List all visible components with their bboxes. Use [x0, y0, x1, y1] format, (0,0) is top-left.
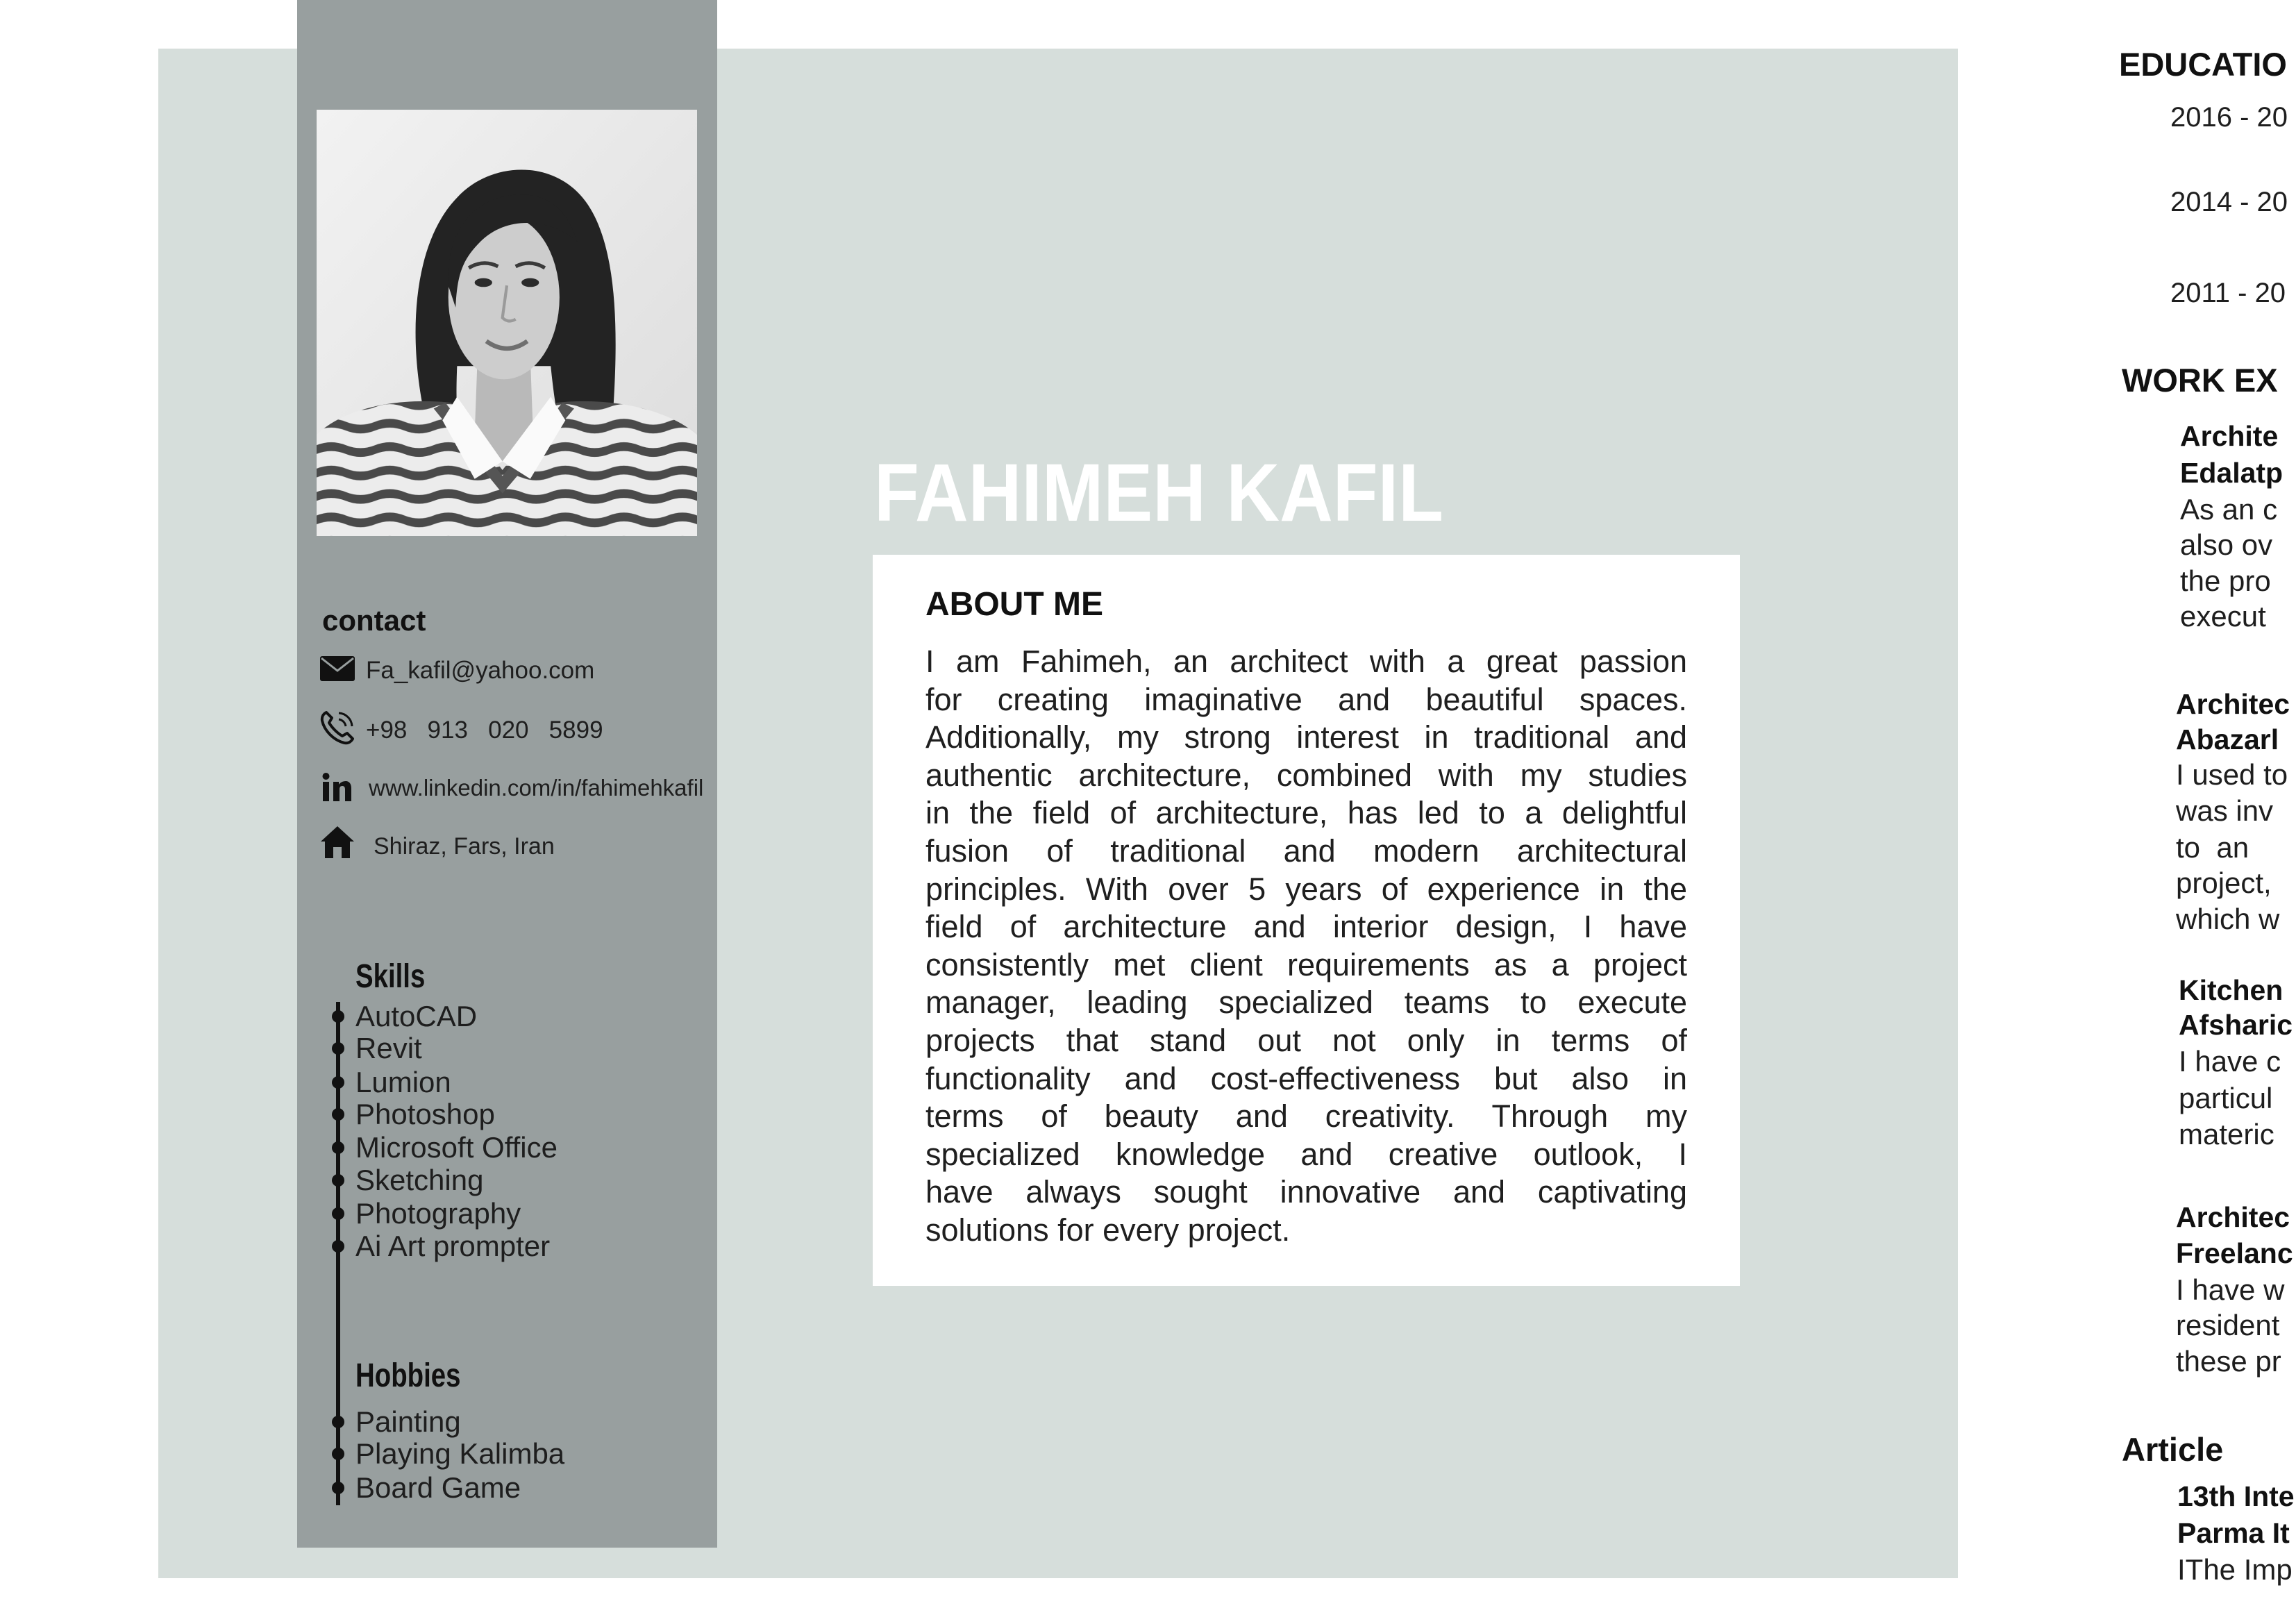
- hobby-item: Playing Kalimba: [355, 1437, 565, 1470]
- work-experience-title: WORK EX: [2122, 362, 2278, 399]
- about-line: have always sought innovative and captivating: [925, 1174, 1687, 1210]
- article-description-line: IThe Imp: [2177, 1553, 2293, 1586]
- job-organization: Edalatp: [2180, 457, 2284, 489]
- job-title: Kitchen: [2179, 974, 2284, 1006]
- job-description-line: I have c: [2179, 1045, 2281, 1078]
- about-card: [873, 555, 1740, 1286]
- hobby-item: Painting: [355, 1405, 461, 1438]
- article-venue: Parma It: [2177, 1517, 2290, 1549]
- about-line: Additionally, my strong interest in traditional and: [925, 719, 1687, 755]
- job-title: Architec: [2176, 1201, 2290, 1233]
- about-line: consistently met client requirements as a project: [925, 946, 1687, 982]
- job-description-line: I have w: [2176, 1273, 2285, 1306]
- bullet-dot: [332, 1416, 344, 1428]
- job-description-line: resident: [2176, 1309, 2280, 1341]
- bullet-dot: [332, 1448, 344, 1460]
- bullet-dot: [332, 1207, 344, 1220]
- linkedin-link[interactable]: www.linkedin.com/in/fahimehkafil: [369, 775, 704, 801]
- about-line: solutions for every project.: [925, 1212, 1291, 1248]
- skill-item: AutoCAD: [355, 1000, 478, 1032]
- education-date: 2014 - 20: [2170, 187, 2288, 217]
- bullet-dot: [332, 1240, 344, 1253]
- job-organization: Abazarl: [2176, 723, 2279, 755]
- article-name: 13th Inte: [2177, 1480, 2295, 1512]
- bullet-dot: [332, 1108, 344, 1121]
- job-description-line: materic: [2179, 1118, 2274, 1150]
- education-date: 2011 - 20: [2170, 278, 2286, 308]
- bullet-dot: [332, 1076, 344, 1089]
- bullet-dot: [332, 1010, 344, 1023]
- about-title: ABOUT ME: [925, 586, 1103, 623]
- education-title: EDUCATIO: [2119, 46, 2287, 83]
- bullet-dot: [332, 1141, 344, 1154]
- hobbies-title: Hobbies: [355, 1357, 461, 1394]
- about-line: manager, leading specialized teams to execute: [925, 985, 1687, 1021]
- hobby-item: Board Game: [355, 1471, 521, 1504]
- bullet-dot: [332, 1482, 344, 1494]
- job-description-line: project,: [2176, 867, 2272, 899]
- email-link[interactable]: Fa_kafil@yahoo.com: [366, 657, 595, 684]
- about-line: functionality and cost-effectiveness but also in: [925, 1060, 1687, 1096]
- about-line: authentic architecture, combined with my studies: [925, 757, 1687, 793]
- job-title: Archite: [2180, 420, 2279, 452]
- contact-title: contact: [322, 604, 426, 637]
- job-title: Architec: [2176, 688, 2290, 720]
- about-line: fusion of traditional and modern architectural: [925, 832, 1687, 869]
- about-line: terms of beauty and creativity. Through my: [925, 1098, 1687, 1135]
- job-description-line: I used to: [2176, 758, 2288, 791]
- phone-number: +98 913 020 5899: [366, 717, 603, 744]
- full-name: FAHIMEH KAFIL: [874, 447, 1444, 539]
- skill-item: Ai Art prompter: [355, 1230, 551, 1262]
- skill-item: Lumion: [355, 1066, 451, 1098]
- job-description-line: was inv: [2176, 794, 2274, 827]
- location-text: Shiraz, Fars, Iran: [374, 833, 555, 860]
- profile-photo: [317, 110, 697, 536]
- about-line: in the field of architecture, has led to a delightful: [925, 795, 1687, 831]
- about-line: I am Fahimeh, an architect with a great passion: [925, 644, 1687, 679]
- skill-item: Photoshop: [355, 1098, 495, 1130]
- job-description-line: which w: [2176, 903, 2280, 935]
- envelope-icon: [320, 655, 355, 683]
- job-description-line: execut: [2180, 600, 2266, 633]
- phone-icon: [319, 710, 355, 746]
- education-date: 2016 - 20: [2170, 102, 2288, 133]
- job-organization: Afsharic: [2179, 1009, 2293, 1041]
- home-icon: [319, 825, 355, 860]
- job-description-line: also ov: [2180, 528, 2273, 561]
- skills-title: Skills: [355, 958, 426, 995]
- skill-item: Photography: [355, 1197, 521, 1230]
- job-description-line: As an c: [2180, 493, 2278, 526]
- about-line: for creating imaginative and beautiful spaces.: [925, 681, 1687, 717]
- job-organization: Freelanc: [2176, 1237, 2293, 1269]
- about-line: field of architecture and interior design, I have: [925, 909, 1687, 945]
- job-description-line: particul: [2179, 1082, 2273, 1114]
- job-description-line: these pr: [2176, 1345, 2281, 1378]
- about-paragraph: [925, 643, 1687, 1250]
- skill-item: Sketching: [355, 1164, 484, 1196]
- right-column: [2111, 0, 2296, 1624]
- article-title: Article: [2122, 1431, 2224, 1468]
- job-description-line: to an: [2176, 831, 2249, 864]
- job-description-line: the pro: [2180, 564, 2271, 597]
- bullet-dot: [332, 1174, 344, 1187]
- about-line: specialized knowledge and creative outlook, I: [925, 1136, 1687, 1172]
- bullet-dot: [332, 1042, 344, 1055]
- linkedin-icon: [321, 772, 352, 803]
- about-line: principles. With over 5 years of experience in the: [925, 871, 1687, 907]
- skill-item: Revit: [355, 1032, 422, 1064]
- skill-item: Microsoft Office: [355, 1131, 558, 1164]
- about-line: projects that stand out not only in terms of: [925, 1022, 1687, 1058]
